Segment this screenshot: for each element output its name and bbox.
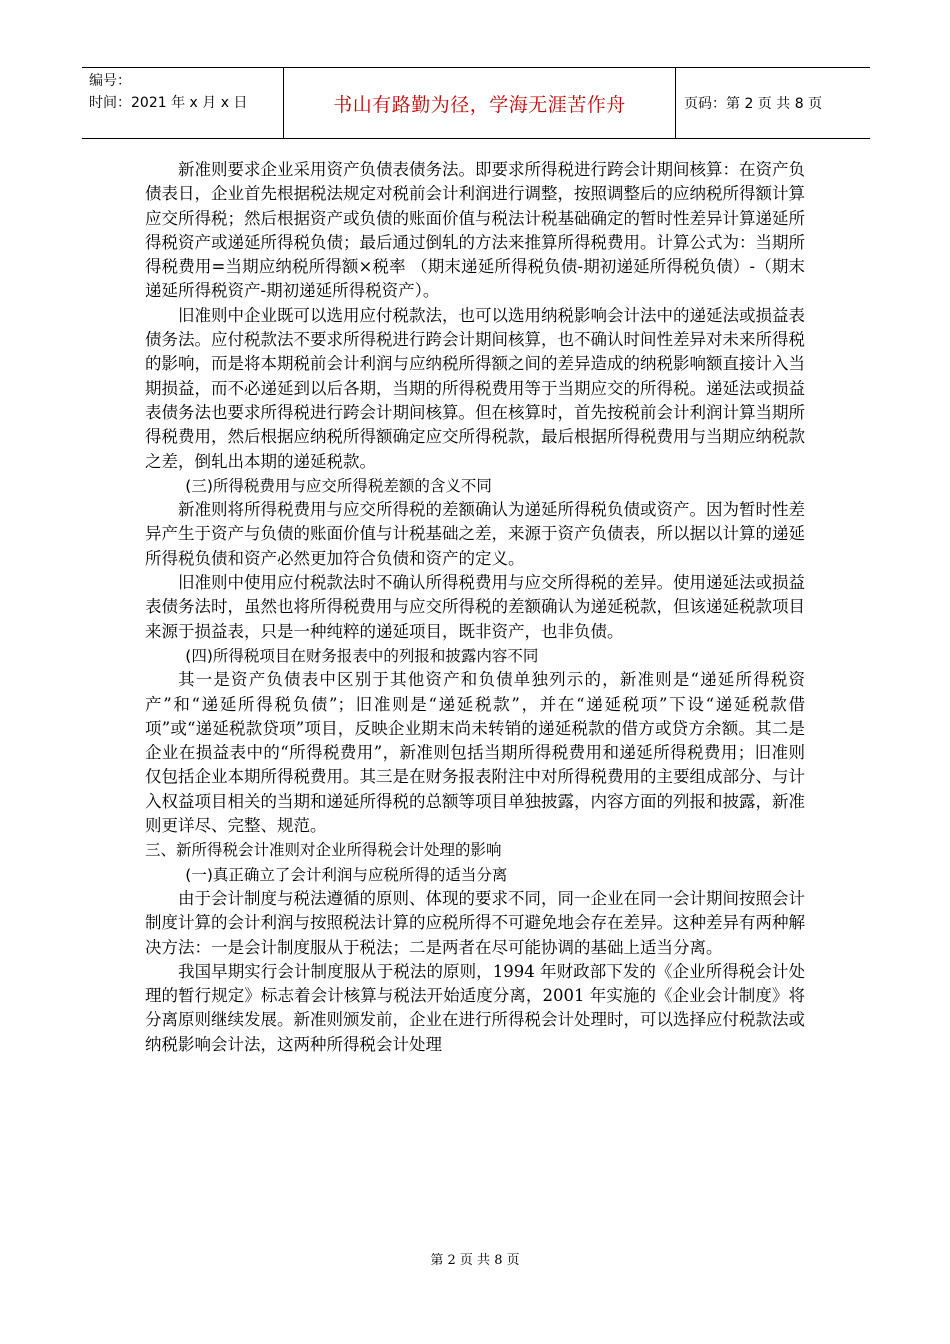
page-header [82, 67, 870, 139]
section-heading: (三)所得税费用与应交所得税差额的含义不同 [185, 476, 492, 495]
body-paragraph: 旧准则中使用应付税款法时不确认所得税费用与应交所得税的差异。使用递延法或损益表债务法时，虽然也将所得税费用与应交所得税的差额确认为递延税款，但该递延税款项目来源于损益表，只是一种纯粹的递延项目，既非资产，也非负债。 [145, 573, 805, 641]
body-paragraph: 新准则要求企业采用资产负债表债务法。即要求所得税进行跨会计期间核算：在资产负债表日，企业首先根据税法规定对税前会计利润进行调整，按照调整后的应纳税所得额计算应交所得税；然后根据资产或负债的账面价值与税法计税基础确定的暂时性差异计算递延所得税资产或递延所得税负债；最后通过倒轧的方法来推算所得税费用。计算公式为：当期所得税费用=当期应纳税所得额×税率 （期末递延所得税负债-期初递延所得税负债）-（期末递延所得税资产-期初递延所得税资产）。 [145, 160, 805, 301]
document-body [145, 158, 805, 1057]
document-date-label: 时间：2021 年 x 月 x 日 [89, 95, 248, 111]
document-number-label: 编号： [89, 73, 131, 89]
section-heading: (一)真正确立了会计利润与应税所得的适当分离 [185, 865, 508, 884]
chapter-heading: 三、新所得税会计准则对企业所得税会计处理的影响 [145, 841, 502, 860]
body-paragraph: 新准则将所得税费用与应交所得税的差额确认为递延所得税负债或资产。因为暂时性差异产生于资产与负债的账面价值与计税基础之差，来源于资产负债表，所以据以计算的递延所得税负债和资产必然更加符合负债和资产的定义。 [145, 500, 805, 568]
section-heading: (四)所得税项目在财务报表中的列报和披露内容不同 [185, 646, 539, 665]
header-motto: 书山有路勤为径，学海无涯苦作舟 [284, 68, 676, 138]
body-paragraph: 我国早期实行会计制度服从于税法的原则，1994 年财政部下发的《企业所得税会计处理的暂行规定》标志着会计核算与税法开始适度分离，2001 年实施的《企业会计制度》将分离原则继续发展。新准则颁发前，企业在进行所得税会计处理时，可以选择应付税款法或纳税影响会计法，这两种所得税会计处理 [145, 961, 805, 1054]
body-paragraph: 其一是资产负债表中区别于其他资产和负债单独列示的，新准则是“递延所得税资产”和“递延所得税负债”；旧准则是“递延税款”，并在“递延税项”下设“递延税款借项”或“递延税款贷项”项目，反映企业期末尚未转销的递延税款的借方或贷方余额。其二是企业在损益表中的“所得税费用”，新准则包括当期所得税费用和递延所得税费用；旧准则仅包括企业本期所得税费用。其三是在财务报表附注中对所得税费用的主要组成部分、与计入权益项目相关的当期和递延所得税的总额等项目单独披露，内容方面的列报和披露，新准则更详尽、完整、规范。 [145, 670, 805, 836]
body-paragraph: 由于会计制度与税法遵循的原则、体现的要求不同，同一企业在同一会计期间按照会计制度计算的会计利润与按照税法计算的应税所得不可避免地会存在差异。这种差异有两种解决方法：一是会计制度服从于税法；二是两者在尽可能协调的基础上适当分离。 [145, 888, 805, 957]
body-paragraph: 旧准则中企业既可以选用应付税款法，也可以选用纳税影响会计法中的递延法或损益表债务法。应付税款法不要求所得税进行跨会计期间核算，也不确认时间性差异对未来所得税的影响，而是将本期税前会计利润与应纳税所得额之间的差异造成的纳税影响额直接计入当期损益，而不必递延到以后各期，当期的所得税费用等于当期应交的所得税。递延法或损益表债务法也要求所得税进行跨会计期间核算。但在核算时，首先按税前会计利润计算当期所得税费用，然后根据应纳税所得额确定应交所得税款，最后根据所得税费用与当期应纳税款之差，倒轧出本期的递延税款。 [145, 305, 805, 471]
header-page-number: 页码：第 2 页 共 8 页 [684, 96, 823, 112]
header-meta [82, 68, 284, 138]
page-footer: 第 2 页 共 8 页 [430, 1253, 520, 1268]
